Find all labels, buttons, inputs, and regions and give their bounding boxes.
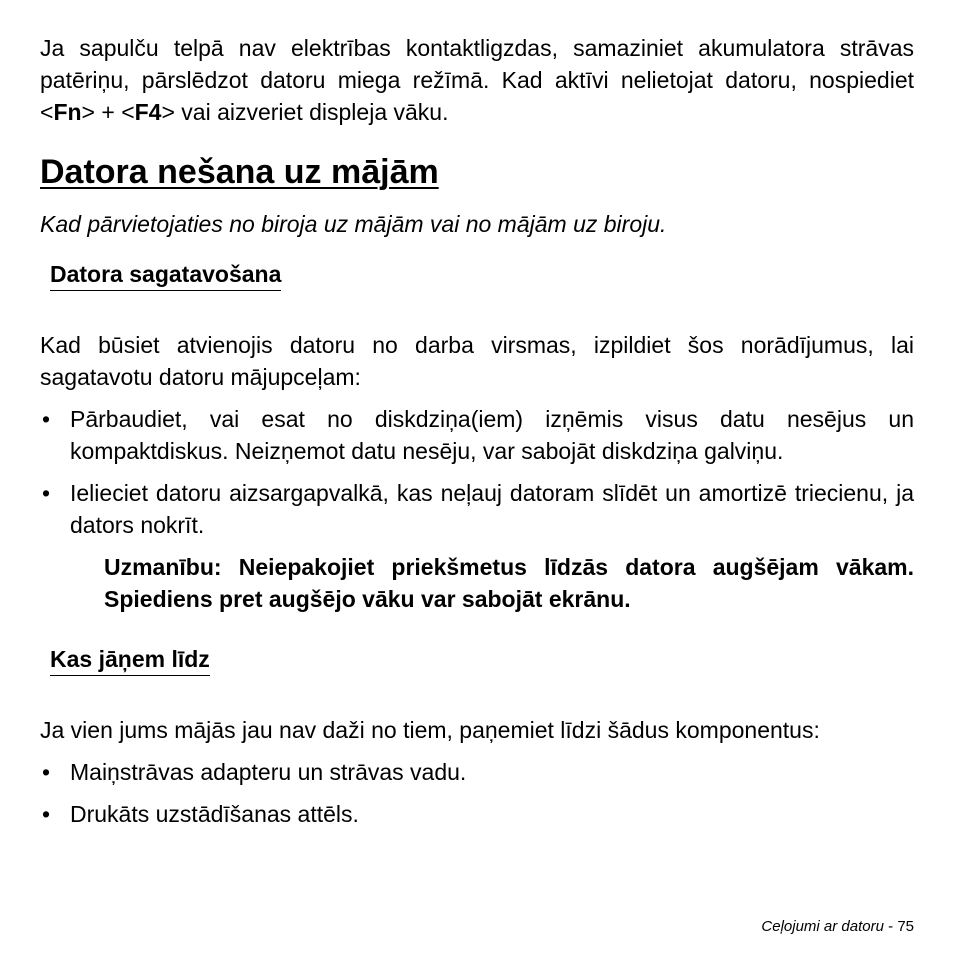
bullet-glyph: • <box>42 801 51 827</box>
key-fn: Fn <box>53 99 82 125</box>
intro-text-before: Ja sapulču telpā nav elektrības kontaktligzdas, samaziniet akumulatora strāvas patēriņu, pārslēdzot datoru miega režīmā. Kad aktīvi nelietojat datoru, nospiediet < <box>40 35 914 125</box>
list-item <box>40 477 914 541</box>
list-item-text: Pārbaudiet, vai esat no diskdziņa(iem) izņēmis visus datu nesējus un kompaktdiskus. Neizņemot datu nesēju, var sabojāt diskdziņa galviņu. <box>70 406 914 464</box>
section-subtitle: Kad pārvietojaties no biroja uz mājām vai no mājām uz biroju. <box>40 211 667 237</box>
section-title: Datora nešana uz mājām <box>40 153 439 191</box>
bullet-glyph: • <box>42 406 51 432</box>
take-list <box>40 756 914 830</box>
intro-paragraph <box>40 32 914 128</box>
key-f4: F4 <box>134 99 162 125</box>
bullet-glyph: • <box>42 480 51 506</box>
bullet-glyph: • <box>42 759 51 785</box>
prep-paragraph: Kad būsiet atvienojis datoru no darba virsmas, izpildiet šos norādījumus, lai sagatavotu datoru mājupceļam: <box>40 332 914 390</box>
list-item <box>40 798 914 830</box>
prep-heading: Datora sagatavošana <box>50 258 281 291</box>
footer-section-name: Ceļojumi ar datoru <box>761 918 884 935</box>
page-content <box>40 32 914 840</box>
list-item-text: Ielieciet datoru aizsargapvalkā, kas neļauj datoram slīdēt un amortizē triecienu, ja dators nokrīt. <box>70 480 914 538</box>
intro-text-mid: > + < <box>81 99 135 125</box>
list-item <box>40 756 914 788</box>
intro-text-after: > vai aizveriet displeja vāku. <box>161 99 449 125</box>
list-item-text: Drukāts uzstādīšanas attēls. <box>70 801 359 827</box>
caution-note: Uzmanību: Neiepakojiet priekšmetus līdzās datora augšējam vākam. Spiediens pret augšējo vāku var sabojāt ekrānu. <box>104 554 914 612</box>
take-heading: Kas jāņem līdz <box>50 643 210 676</box>
footer-separator: - <box>883 918 898 935</box>
prep-heading-wrap <box>40 258 914 311</box>
prep-list <box>40 403 914 541</box>
take-heading-wrap <box>40 643 914 696</box>
list-item <box>40 403 914 467</box>
list-item-text: Maiņstrāvas adapteru un strāvas vadu. <box>70 759 467 785</box>
page-number: 75 <box>897 918 914 935</box>
take-paragraph: Ja vien jums mājās jau nav daži no tiem, paņemiet līdzi šādus komponentus: <box>40 717 820 743</box>
page-footer <box>761 917 914 937</box>
